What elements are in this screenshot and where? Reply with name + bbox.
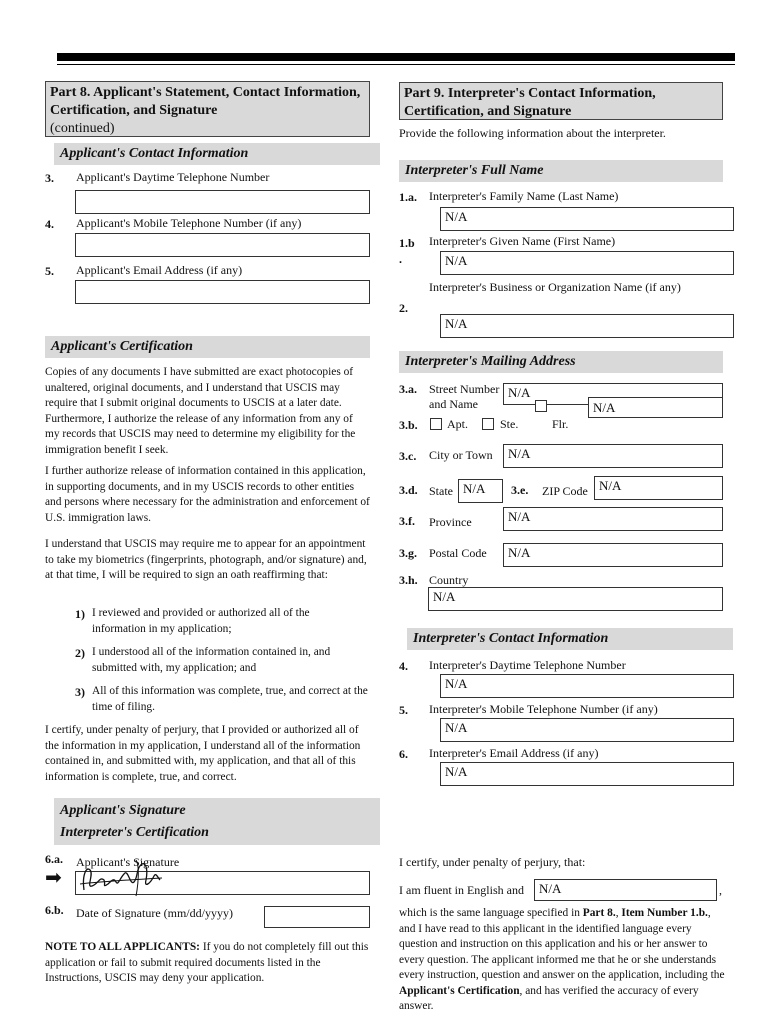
signature-label: Applicant's Signature (76, 855, 180, 869)
oath-item-3-number: 3) (75, 685, 85, 699)
zip-field[interactable]: N/A (594, 476, 723, 500)
applicant-signature-heading: Applicant's Signature (60, 803, 186, 818)
given-name-field[interactable]: N/A (440, 251, 734, 275)
item-5-number: 5. (45, 264, 54, 278)
interp-daytime-label: Interpreter's Daytime Telephone Number (429, 658, 626, 672)
oath-item-3-text: All of this information was complete, true, and correct at the time of filing. (92, 685, 368, 713)
item-3b-number: 3.b. (399, 418, 418, 432)
given-name-label: Interpreter's Given Name (First Name) (429, 234, 616, 248)
postal-code-label: Postal Code (429, 546, 487, 560)
mailing-address-heading: Interpreter's Mailing Address (399, 351, 723, 373)
state-label: State (429, 484, 453, 498)
country-label: Country (429, 573, 469, 587)
item-4-label: Applicant's Mobile Telephone Number (if any) (76, 216, 302, 230)
item-3-label: Applicant's Daytime Telephone Number (76, 170, 270, 184)
business-name-label: Interpreter's Business or Organization Name (if any) (429, 280, 681, 294)
postal-code-field[interactable]: N/A (503, 543, 723, 567)
item-1b-dot: . (399, 252, 402, 266)
item-6a-number: 6.a. (45, 852, 63, 866)
part-8-continued: (continued) (50, 121, 115, 136)
state-field[interactable]: N/A (458, 479, 503, 503)
interp-para-end: , and has verified the accuracy of every answer. (399, 984, 699, 1012)
province-field[interactable]: N/A (503, 507, 723, 531)
city-label: City or Town (429, 448, 493, 462)
fluent-label: I am fluent in English and (399, 883, 524, 897)
handwritten-signature (76, 856, 166, 900)
note-bold: NOTE TO ALL APPLICANTS: (45, 941, 200, 953)
header-rule-thick (57, 53, 735, 61)
item-3d-number: 3.d. (399, 483, 418, 497)
part-9-header (399, 82, 723, 120)
item-5-label: Applicant's Email Address (if any) (76, 263, 243, 277)
apt-checkbox[interactable] (430, 418, 442, 430)
oath-item-2-text: I understood all of the information contained in, and submitted with, my application; and (92, 646, 331, 674)
email-field[interactable] (75, 280, 370, 304)
oath-item-1-text: I reviewed and provided or authorized all of the information in my application; (92, 607, 310, 635)
family-name-label: Interpreter's Family Name (Last Name) (429, 189, 619, 203)
note-text: If you do not completely fill out this application or fail to submit required documents listed in the Instructions, USCIS may deny your application. (45, 941, 369, 984)
item-3-number: 3. (45, 171, 54, 185)
signature-date-field[interactable] (264, 906, 370, 928)
interpreter-name-heading: Interpreter's Full Name (399, 160, 723, 182)
applicant-certification-heading: Applicant's Certification (45, 336, 370, 358)
applicant-contact-heading: Applicant's Contact Information (54, 143, 380, 165)
item-4-number: 4. (45, 217, 54, 231)
item-3e-number: 3.e. (511, 483, 529, 497)
item-3f-number: 3.f. (399, 514, 415, 528)
country-field[interactable]: N/A (428, 587, 723, 611)
note-to-applicants (45, 940, 370, 987)
interp-mobile-field[interactable]: N/A (440, 718, 734, 742)
interp-para-cert: Applicant's Certification (399, 984, 520, 997)
ste-label: Ste. (500, 417, 519, 431)
language-field[interactable]: N/A (534, 879, 717, 901)
province-label: Province (429, 515, 472, 529)
street-label-1: Street Number (429, 382, 500, 396)
certification-paragraph-2: I further authorize release of information contained in this application, in supporting documents, and in my USCIS records to other entities and persons where necessary for the administration and enforcement of U.S. immigration laws. (45, 465, 370, 524)
item-6-number-right: 6. (399, 747, 408, 761)
certification-paragraph-4: I certify, under penalty of perjury, that I provided or authorized all of the information in my application, I understand all of the information contained in, and submitted with, my application, and that all of this information is complete, true, and correct. (45, 724, 361, 783)
street-field[interactable]: N/A (503, 383, 723, 405)
fluent-comma: , (719, 883, 722, 897)
item-2-number: 2. (399, 301, 408, 315)
interp-email-label: Interpreter's Email Address (if any) (429, 746, 599, 760)
item-5-number-right: 5. (399, 703, 408, 717)
item-1a-number: 1.a. (399, 190, 417, 204)
city-field[interactable]: N/A (503, 444, 723, 468)
ste-checkbox[interactable] (482, 418, 494, 430)
interp-daytime-field[interactable]: N/A (440, 674, 734, 698)
mobile-phone-field[interactable] (75, 233, 370, 257)
header-rule-thin (57, 64, 735, 65)
business-name-field[interactable]: N/A (440, 314, 734, 338)
street-inner-checkbox[interactable] (535, 400, 547, 412)
interpreter-certify-text: I certify, under penalty of perjury, that: (399, 855, 586, 869)
date-label: Date of Signature (mm/dd/yyyy) (76, 906, 233, 920)
certification-paragraph-1: Copies of any documents I have submitted are exact photocopies of unaltered, original documents, and I understand that USCIS may require that I submit original documents to USCIS at a later date. Furthermore, I authorize the release of any information from any of my records that USCIS may need to determine my eligibility for the immigration benefit I seek. (45, 366, 356, 456)
part-9-intro: Provide the following information about the interpreter. (399, 126, 666, 140)
interp-para-start: which is the same language specified in (399, 907, 583, 919)
arrow-right-icon: ➡ (45, 867, 62, 889)
apt-number-field[interactable]: N/A (588, 397, 723, 418)
oath-item-2-number: 2) (75, 646, 85, 660)
interp-email-field[interactable]: N/A (440, 762, 734, 786)
interpreter-certification-paragraph (399, 906, 725, 1015)
item-3g-number: 3.g. (399, 546, 417, 560)
part-8-title: Part 8. Applicant's Statement, Contact Information, Certification, and Signature (50, 85, 361, 118)
zip-label: ZIP Code (542, 484, 588, 498)
item-1b-number: 1.b (399, 236, 415, 250)
interp-para-part8: Part 8. (582, 907, 616, 919)
interpreter-contact-heading: Interpreter's Contact Information (407, 628, 733, 650)
part-8-header (45, 81, 370, 137)
street-label-2: and Name (429, 397, 478, 411)
item-3h-number: 3.h. (399, 573, 418, 587)
item-4-number-right: 4. (399, 659, 408, 673)
item-3c-number: 3.c. (399, 449, 417, 463)
interp-para-item: Item Number 1.b. (621, 907, 708, 919)
signature-heading-block (54, 798, 380, 845)
item-6b-number: 6.b. (45, 903, 64, 917)
interp-mobile-label: Interpreter's Mobile Telephone Number (if any) (429, 702, 658, 716)
apt-label: Apt. (447, 417, 468, 431)
oath-item-1-number: 1) (75, 607, 85, 621)
interpreter-certification-heading: Interpreter's Certification (60, 825, 209, 840)
interp-para-middle: , and I have read to this applicant in the identified language every question and instruction on this application and his or her answer to every question. The applicant informed me that he or she understands every instruction, question and answer on the application, including the (399, 907, 725, 981)
daytime-phone-field[interactable] (75, 190, 370, 214)
interp-para-sep: , (615, 907, 622, 919)
flr-label: Flr. (552, 417, 569, 431)
item-3a-number: 3.a. (399, 382, 417, 396)
certification-paragraph-3: I understand that USCIS may require me to appear for an appointment to take my biometrics (fingerprints, photograph, and/or signature) and, at that time, I will be required to sign an oath reaffirming that: (45, 538, 367, 581)
part-9-title: Part 9. Interpreter's Contact Information, Certification, and Signature (404, 86, 656, 119)
family-name-field[interactable]: N/A (440, 207, 734, 231)
